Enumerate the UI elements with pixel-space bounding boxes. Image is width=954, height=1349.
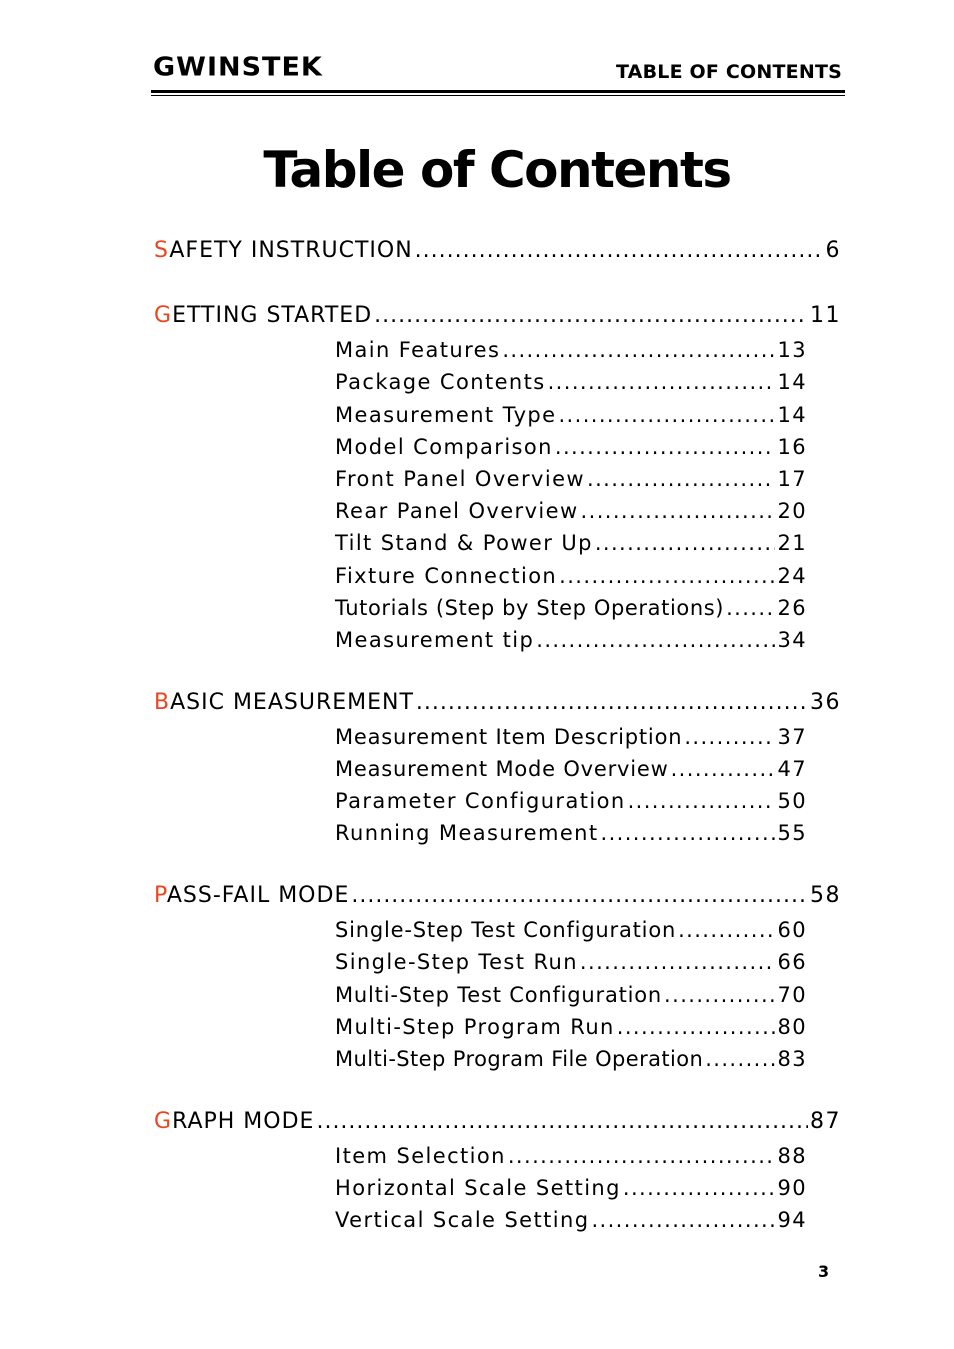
toc-page-number: 26 xyxy=(777,596,807,620)
toc-item-label: Measurement Type xyxy=(335,403,557,427)
toc-page-number: 58 xyxy=(810,883,841,908)
toc-page-number: 70 xyxy=(777,983,807,1007)
toc-item[interactable] xyxy=(335,1174,807,1202)
toc-item[interactable] xyxy=(335,562,807,590)
dot-leader xyxy=(415,237,824,265)
page-number: 3 xyxy=(818,1262,830,1281)
toc-page-number: 21 xyxy=(777,531,807,555)
toc-page-number: 16 xyxy=(777,435,807,459)
toc-item-label: Front Panel Overview xyxy=(335,467,585,491)
toc-item-label: Multi-Step Test Configuration xyxy=(335,983,663,1007)
dot-leader xyxy=(726,594,775,622)
toc-section-initial: G xyxy=(154,303,173,328)
header-rule-thin xyxy=(151,95,845,96)
toc-item[interactable] xyxy=(335,723,807,751)
dot-leader xyxy=(591,1206,775,1234)
toc-section-pass-fail-mode[interactable] xyxy=(154,882,841,910)
toc-item[interactable] xyxy=(335,755,807,783)
toc-item-label: Item Selection xyxy=(335,1144,506,1168)
toc-item-label: Vertical Scale Setting xyxy=(335,1208,590,1232)
dot-leader xyxy=(580,948,776,976)
toc-item[interactable] xyxy=(335,336,807,364)
toc-page-number: 55 xyxy=(777,821,807,845)
toc-section-title: GETTING STARTED xyxy=(154,303,373,328)
toc-item[interactable] xyxy=(335,497,807,525)
toc-item-label: Measurement tip xyxy=(335,628,535,652)
toc-item-label: Horizontal Scale Setting xyxy=(335,1176,621,1200)
dot-leader xyxy=(316,1108,808,1136)
toc-item-label: Single-Step Test Configuration xyxy=(335,918,677,942)
toc-page-number: 90 xyxy=(777,1176,807,1200)
dot-leader xyxy=(671,755,776,783)
dot-leader xyxy=(678,916,775,944)
page-title: Table of Contents xyxy=(263,141,731,199)
toc-section-initial: S xyxy=(154,238,170,263)
toc-item[interactable] xyxy=(335,819,807,847)
toc-item-label: Single-Step Test Run xyxy=(335,950,578,974)
toc-page-number: 94 xyxy=(777,1208,807,1232)
dot-leader xyxy=(601,819,776,847)
toc-section-title: SAFETY INSTRUCTION xyxy=(154,238,413,263)
toc-page-number: 66 xyxy=(777,950,807,974)
toc-page-number: 13 xyxy=(777,338,807,362)
toc-item-label: Measurement Item Description xyxy=(335,725,683,749)
toc-section-title: PASS-FAIL MODE xyxy=(154,883,350,908)
toc-page-number: 24 xyxy=(777,564,807,588)
gwinstek-logo: GWINSTEK xyxy=(153,52,323,83)
toc-page-number: 87 xyxy=(810,1109,841,1134)
dot-leader xyxy=(508,1142,776,1170)
running-header-title: TABLE OF CONTENTS xyxy=(615,61,842,83)
toc-page-number: 80 xyxy=(777,1015,807,1039)
dot-leader xyxy=(705,1045,775,1073)
toc-page-number: 17 xyxy=(777,467,807,491)
toc-page-number: 47 xyxy=(777,757,807,781)
toc-item[interactable] xyxy=(335,1045,807,1073)
toc-item-label: Running Measurement xyxy=(335,821,599,845)
dot-leader xyxy=(664,981,775,1009)
toc-item[interactable] xyxy=(335,948,807,976)
toc-section-safety-instruction[interactable] xyxy=(154,237,841,265)
toc-item-label: Parameter Configuration xyxy=(335,789,626,813)
toc-page-number: 88 xyxy=(777,1144,807,1168)
dot-leader xyxy=(559,562,775,590)
toc-item[interactable] xyxy=(335,787,807,815)
toc-item-label: Fixture Connection xyxy=(335,564,558,588)
toc-item[interactable] xyxy=(335,916,807,944)
dot-leader xyxy=(558,401,775,429)
dot-leader xyxy=(374,302,808,330)
toc-item-label: Rear Panel Overview xyxy=(335,499,579,523)
toc-page-number: 14 xyxy=(777,370,807,394)
dot-leader xyxy=(684,723,775,751)
toc-section-basic-measurement[interactable] xyxy=(154,689,841,717)
toc-section-initial: B xyxy=(154,690,171,715)
dot-leader xyxy=(617,1013,776,1041)
toc-item[interactable] xyxy=(335,401,807,429)
toc-item-label: Main Features xyxy=(335,338,501,362)
toc-page-number: 37 xyxy=(777,725,807,749)
toc-section-title: GRAPH MODE xyxy=(154,1109,315,1134)
dot-leader xyxy=(555,433,776,461)
dot-leader xyxy=(548,368,776,396)
toc-item-label: Measurement Mode Overview xyxy=(335,757,669,781)
toc-page-number: 6 xyxy=(825,238,841,263)
toc-page-number: 34 xyxy=(777,628,807,652)
dot-leader xyxy=(628,787,776,815)
toc-item-label: Model Comparison xyxy=(335,435,553,459)
dot-leader xyxy=(416,689,808,717)
toc-item[interactable] xyxy=(335,433,807,461)
toc-item-label: Tutorials (Step by Step Operations) xyxy=(335,596,725,620)
dot-leader xyxy=(595,529,776,557)
toc-item-label: Package Contents xyxy=(335,370,546,394)
toc-item-label: Multi-Step Program File Operation xyxy=(335,1047,704,1071)
toc-item[interactable] xyxy=(335,368,807,396)
toc-page-number: 50 xyxy=(777,789,807,813)
toc-page-number: 11 xyxy=(810,303,841,328)
toc-item-label: Multi-Step Program Run xyxy=(335,1015,615,1039)
dot-leader xyxy=(581,497,776,525)
toc-page-number: 60 xyxy=(777,918,807,942)
toc-section-getting-started[interactable] xyxy=(154,302,841,330)
header-rule-thick xyxy=(151,90,845,93)
toc-item-label: Tilt Stand & Power Up xyxy=(335,531,593,555)
toc-section-initial: P xyxy=(154,883,167,908)
toc-section-initial: G xyxy=(154,1109,173,1134)
toc-item[interactable] xyxy=(335,529,807,557)
toc-item[interactable] xyxy=(335,594,807,622)
dot-leader xyxy=(536,626,775,654)
toc-item[interactable] xyxy=(335,465,807,493)
toc-item[interactable] xyxy=(335,1142,807,1170)
toc-page-number: 20 xyxy=(777,499,807,523)
dot-leader xyxy=(587,465,775,493)
toc-section-graph-mode[interactable] xyxy=(154,1108,841,1136)
toc-section-title: BASIC MEASUREMENT xyxy=(154,690,414,715)
toc-page-number: 83 xyxy=(777,1047,807,1071)
toc-page-number: 36 xyxy=(810,690,841,715)
toc-item[interactable] xyxy=(335,981,807,1009)
dot-leader xyxy=(351,882,808,910)
toc-page-number: 14 xyxy=(777,403,807,427)
dot-leader xyxy=(502,336,775,364)
toc-item[interactable] xyxy=(335,1013,807,1041)
toc-item[interactable] xyxy=(335,1206,807,1234)
dot-leader xyxy=(623,1174,776,1202)
toc-item[interactable] xyxy=(335,626,807,654)
